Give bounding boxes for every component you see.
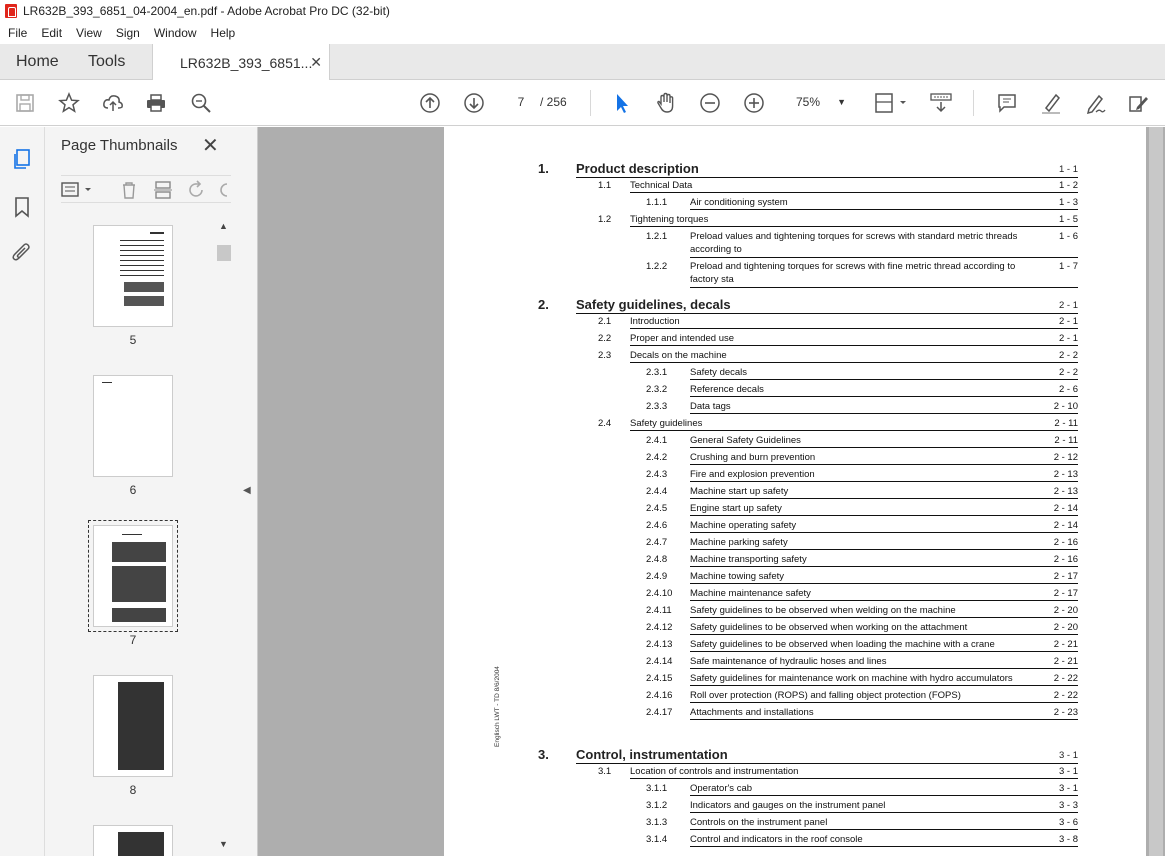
toc-page-ref: 2 - 17 xyxy=(1053,571,1078,582)
toc-entry-title: Proper and intended use xyxy=(630,333,735,344)
toc-entry-title: Technical Data xyxy=(630,180,693,191)
menu-help[interactable]: Help xyxy=(210,26,236,40)
page-thumbnail[interactable] xyxy=(93,675,173,777)
toc-page-ref: 3 - 8 xyxy=(1058,834,1078,845)
chevron-down-icon: ▼ xyxy=(837,97,846,107)
toc-entry-title: Indicators and gauges on the instrument panel xyxy=(690,800,886,811)
scrollbar-thumb[interactable] xyxy=(217,245,231,261)
next-page-icon[interactable] xyxy=(462,92,486,114)
pdf-file-icon xyxy=(5,4,17,18)
toc-underline xyxy=(690,617,1078,618)
toc-entry-number: 2.4.7 xyxy=(646,537,668,548)
scrollbar-thumb[interactable] xyxy=(1149,127,1163,856)
toc-page-ref: 2 - 16 xyxy=(1053,554,1078,565)
toc-page-ref: 2 - 2 xyxy=(1058,367,1078,378)
toc-entry-number: 2.4.16 xyxy=(646,690,673,701)
toc-entry-number: 2.4.17 xyxy=(646,707,673,718)
toc-underline xyxy=(690,685,1078,686)
toc-underline xyxy=(576,177,1078,178)
toc-entry-number: 3.1 xyxy=(598,766,612,777)
tab-document[interactable] xyxy=(152,44,330,81)
prev-page-icon[interactable] xyxy=(418,92,442,114)
tab-bar xyxy=(0,44,1165,80)
toc-entry-title: Safety guidelines xyxy=(630,418,703,429)
toc-entry-title: Safety guidelines for maintenance work on machine with hydro accumulators xyxy=(690,673,1013,684)
toc-entry-number: 2.4.8 xyxy=(646,554,668,565)
thumbnail-scrollbar[interactable] xyxy=(217,219,231,856)
toc-underline xyxy=(690,447,1078,448)
save-icon[interactable] xyxy=(13,92,37,114)
toolbar xyxy=(0,80,1165,126)
toc-page-ref: 2 - 21 xyxy=(1053,656,1078,667)
toc-entry-title: Safety guidelines to be observed when loading the machine with a crane xyxy=(690,639,995,650)
toc-page-ref: 2 - 10 xyxy=(1053,401,1078,412)
thumbnail-label: 7 xyxy=(129,633,137,647)
toc-underline xyxy=(690,651,1078,652)
toc-underline xyxy=(690,209,1078,210)
toc-underline xyxy=(576,763,1078,764)
toc-underline xyxy=(690,498,1078,499)
toc-entry-title: Machine operating safety xyxy=(690,520,797,531)
toc-entry-title: Machine towing safety xyxy=(690,571,784,582)
toc-entry-title: Reference decals xyxy=(690,384,764,395)
thumbnail-label: 5 xyxy=(129,333,137,347)
menu-window[interactable]: Window xyxy=(153,26,197,40)
toc-section-title: Control, instrumentation xyxy=(576,747,728,762)
page-thumbnail[interactable] xyxy=(93,225,173,327)
tab-document-label: LR632B_393_6851... xyxy=(180,54,313,71)
toc-entry-number: 2.4.13 xyxy=(646,639,673,650)
toc-entry-number: 2.3.2 xyxy=(646,384,668,395)
toc-underline xyxy=(690,634,1078,635)
toc-entry-title: Safety guidelines to be observed when welding on the machine xyxy=(690,605,956,616)
toc-entry-title: Safe maintenance of hydraulic hoses and lines xyxy=(690,656,887,667)
thumbnail-label: 8 xyxy=(129,783,137,797)
toc-entry-title: Preload and tightening torques for screws with fine metric thread according to xyxy=(690,261,1016,272)
toc-page-ref: 1 - 2 xyxy=(1058,180,1078,191)
toc-page-ref: 3 - 3 xyxy=(1058,800,1078,811)
toc-entry-number: 2.4.12 xyxy=(646,622,673,633)
toc-entry-number: 2.4 xyxy=(598,418,612,429)
toc-underline xyxy=(690,583,1078,584)
zoom-value: 75% xyxy=(796,95,821,109)
toc-entry-number: 3.1.3 xyxy=(646,817,668,828)
toc-underline xyxy=(630,430,1078,431)
toc-page-ref: 2 - 6 xyxy=(1058,384,1078,395)
toc-entry-number: 1.1.1 xyxy=(646,197,668,208)
comment-icon[interactable] xyxy=(995,92,1019,114)
left-rail xyxy=(0,127,45,856)
toc-entry-number: 1.2 xyxy=(598,214,612,225)
toc-underline xyxy=(690,795,1078,796)
toc-underline xyxy=(690,719,1078,720)
window-title: LR632B_393_6851_04-2004_en.pdf - Adobe Acrobat Pro DC (32-bit) xyxy=(23,4,390,18)
page-thumbnails-icon[interactable] xyxy=(10,147,34,171)
scroll-down-icon[interactable]: ▼ xyxy=(219,839,228,849)
toc-entry-number: 3.1.1 xyxy=(646,783,668,794)
panel-title: Page Thumbnails xyxy=(61,137,178,154)
toc-underline xyxy=(690,600,1078,601)
toc-entry-number: 2.1 xyxy=(598,316,612,327)
panel-collapse-handle[interactable] xyxy=(235,127,258,856)
toc-page-ref: 3 - 1 xyxy=(1058,750,1078,761)
toc-underline xyxy=(690,846,1078,847)
hand-icon[interactable] xyxy=(654,92,678,114)
toc-page-ref: 1 - 3 xyxy=(1058,197,1078,208)
toc-page-ref: 1 - 1 xyxy=(1058,164,1078,175)
toc-underline xyxy=(630,192,1078,193)
toc-underline xyxy=(690,413,1078,414)
zoom-out-icon[interactable] xyxy=(698,92,722,114)
zoom-select[interactable] xyxy=(782,91,852,113)
toc-page-ref: 2 - 1 xyxy=(1058,316,1078,327)
tab-home[interactable]: Home xyxy=(16,53,59,70)
toc-page-ref: 2 - 20 xyxy=(1053,605,1078,616)
toc-page-ref: 2 - 13 xyxy=(1053,469,1078,480)
toc-entry-number: 2.4.11 xyxy=(646,605,672,616)
close-tab-icon[interactable]: ✕ xyxy=(310,54,322,70)
close-icon[interactable]: ✕ xyxy=(202,135,219,157)
thumbnail-list xyxy=(45,219,217,856)
toc-entry-number: 2.3 xyxy=(598,350,612,361)
menu-sign[interactable]: Sign xyxy=(115,26,140,40)
document-scrollbar[interactable] xyxy=(1147,127,1165,856)
toc-entry-title: Operator's cab xyxy=(690,783,753,794)
toc-underline xyxy=(690,702,1078,703)
toc-underline xyxy=(630,226,1078,227)
toc-entry-number: 2.4.9 xyxy=(646,571,668,582)
toc-section-number: 1. xyxy=(538,161,549,176)
page-number-input[interactable]: 7 xyxy=(517,95,525,109)
toc-page-ref: 2 - 23 xyxy=(1053,707,1078,718)
bookmark-icon[interactable] xyxy=(10,195,34,219)
toc-underline xyxy=(690,549,1078,550)
edit-icon[interactable] xyxy=(1126,92,1150,114)
toc-entry-number: 1.1 xyxy=(598,180,612,191)
fit-page-icon[interactable] xyxy=(873,92,909,114)
toc-entry-title: Fire and explosion prevention xyxy=(690,469,815,480)
toc-page-ref: 1 - 7 xyxy=(1058,261,1078,272)
toc-entry-title: Roll over protection (ROPS) and falling object protection (FOPS) xyxy=(690,690,961,701)
highlight-icon[interactable] xyxy=(1039,92,1063,114)
toc-underline xyxy=(690,464,1078,465)
toc-underline xyxy=(576,313,1078,314)
select-arrow-icon[interactable] xyxy=(610,92,634,114)
toc-entry-number: 2.2 xyxy=(598,333,612,344)
toc-entry-title: General Safety Guidelines xyxy=(690,435,801,446)
toc-underline xyxy=(690,566,1078,567)
toc-entry-title: Machine parking safety xyxy=(690,537,788,548)
toc-entry-title: Crushing and burn prevention xyxy=(690,452,816,463)
toc-underline xyxy=(690,668,1078,669)
menu-view[interactable]: View xyxy=(76,26,102,40)
toc-entry-number: 3.1.4 xyxy=(646,834,668,845)
toc-entry-title: Data tags xyxy=(690,401,731,412)
toc-page-ref: 2 - 14 xyxy=(1053,520,1078,531)
toolbar-divider xyxy=(590,90,591,116)
toc-page-ref: 2 - 20 xyxy=(1053,622,1078,633)
scroll-up-icon[interactable]: ▲ xyxy=(219,221,228,231)
toc-underline xyxy=(690,379,1078,380)
toc-entry-title: Decals on the machine xyxy=(630,350,727,361)
toc-underline xyxy=(690,257,1078,258)
toc-entry-title: Machine start up safety xyxy=(690,486,789,497)
toc-entry-number: 2.4.14 xyxy=(646,656,673,667)
toc-page-ref: 2 - 12 xyxy=(1053,452,1078,463)
toc-entry-title: Attachments and installations xyxy=(690,707,814,718)
toc-section-number: 2. xyxy=(538,297,549,312)
page-total: / 256 xyxy=(540,95,567,109)
toc-underline xyxy=(690,515,1078,516)
toc-page-ref: 2 - 14 xyxy=(1053,503,1078,514)
title-bar xyxy=(0,0,1165,22)
toc-entry-number: 2.4.10 xyxy=(646,588,673,599)
star-icon[interactable] xyxy=(57,92,81,114)
print-icon[interactable] xyxy=(144,92,168,114)
rotate-icon[interactable] xyxy=(187,180,207,200)
toc-entry-title: Location of controls and instrumentation xyxy=(630,766,799,777)
toc-entry-number: 2.3.3 xyxy=(646,401,668,412)
toc-page-ref: 2 - 22 xyxy=(1053,690,1078,701)
zoom-in-icon[interactable] xyxy=(742,92,766,114)
toc-page-ref: 2 - 21 xyxy=(1053,639,1078,650)
toc-entry-number: 1.2.1 xyxy=(646,231,668,242)
toc-page-ref: 1 - 6 xyxy=(1058,231,1078,242)
toc-entry-number: 2.3.1 xyxy=(646,367,668,378)
toc-entry-number: 2.4.15 xyxy=(646,673,673,684)
toc-entry-title: Machine maintenance safety xyxy=(690,588,811,599)
toc-entry-title: Air conditioning system xyxy=(690,197,788,208)
attachment-icon[interactable] xyxy=(10,241,34,265)
toc-page-ref: 2 - 16 xyxy=(1053,537,1078,548)
toc-underline xyxy=(690,829,1078,830)
document-canvas[interactable] xyxy=(258,127,1165,856)
toc-entry-title-cont: according to xyxy=(690,244,742,255)
toc-entry-title: Safety decals xyxy=(690,367,748,378)
upload-icon[interactable] xyxy=(101,92,125,114)
toc-entry-title: Machine transporting safety xyxy=(690,554,807,565)
toc-page-ref: 2 - 17 xyxy=(1053,588,1078,599)
toc-underline xyxy=(690,532,1078,533)
toc-entry-title: Controls on the instrument panel xyxy=(690,817,828,828)
sign-icon[interactable] xyxy=(1083,92,1107,114)
toc-section-title: Product description xyxy=(576,161,699,176)
pdf-page xyxy=(444,127,1146,856)
toc-section-title: Safety guidelines, decals xyxy=(576,297,731,312)
toc-page-ref: 2 - 11 xyxy=(1054,435,1078,446)
toc-page-ref: 2 - 1 xyxy=(1058,300,1078,311)
toc-entry-number: 2.4.1 xyxy=(646,435,668,446)
toc-entry-title-cont: factory sta xyxy=(690,274,734,285)
more-tools-icon[interactable] xyxy=(219,180,229,200)
search-icon[interactable] xyxy=(189,92,213,114)
toc-underline xyxy=(630,328,1078,329)
toc-entry-title: Safety guidelines to be observed when working on the attachment xyxy=(690,622,968,633)
toc-entry-number: 2.4.4 xyxy=(646,486,668,497)
page-sidenote: Englisch LWT - TD 8/6/2004 xyxy=(494,666,501,747)
toc-page-ref: 2 - 1 xyxy=(1058,333,1078,344)
panel-toolbar xyxy=(61,175,231,203)
menu-edit[interactable]: Edit xyxy=(41,26,63,40)
menu-file[interactable]: File xyxy=(8,26,28,40)
delete-icon[interactable] xyxy=(119,180,139,200)
toc-page-ref: 2 - 13 xyxy=(1053,486,1078,497)
scroll-mode-icon[interactable] xyxy=(929,92,953,114)
toc-underline xyxy=(690,812,1078,813)
toc-underline xyxy=(630,345,1078,346)
thumbnail-panel xyxy=(45,127,235,856)
toc-page-ref: 2 - 11 xyxy=(1054,418,1078,429)
toc-page-ref: 2 - 2 xyxy=(1058,350,1078,361)
options-menu-icon[interactable] xyxy=(61,180,95,200)
toc-entry-title: Control and indicators in the roof console xyxy=(690,834,863,845)
collapse-arrow-icon[interactable]: ◀ xyxy=(243,485,251,496)
page-thumbnail[interactable] xyxy=(93,825,173,856)
toc-section-number: 3. xyxy=(538,747,549,762)
extract-pages-icon[interactable] xyxy=(153,180,173,200)
toc-entry-number: 2.4.3 xyxy=(646,469,668,480)
page-thumbnail[interactable] xyxy=(93,375,173,477)
toc-page-ref: 2 - 22 xyxy=(1053,673,1078,684)
menu-bar xyxy=(0,22,1165,44)
toc-page-ref: 1 - 5 xyxy=(1058,214,1078,225)
toc-entry-number: 2.4.6 xyxy=(646,520,668,531)
toc-entry-number: 2.4.5 xyxy=(646,503,668,514)
toc-underline xyxy=(690,287,1078,288)
toc-page-ref: 3 - 1 xyxy=(1058,783,1078,794)
toc-entry-title: Engine start up safety xyxy=(690,503,782,514)
toc-underline xyxy=(630,778,1078,779)
toc-entry-title: Tightening torques xyxy=(630,214,709,225)
tab-tools[interactable]: Tools xyxy=(88,53,126,70)
toc-underline xyxy=(630,362,1078,363)
toc-underline xyxy=(690,481,1078,482)
toc-entry-number: 1.2.2 xyxy=(646,261,668,272)
page-thumbnail-selected[interactable] xyxy=(93,525,173,627)
toc-entry-title: Introduction xyxy=(630,316,680,327)
toc-entry-number: 2.4.2 xyxy=(646,452,668,463)
toc-underline xyxy=(690,396,1078,397)
thumbnail-label: 6 xyxy=(129,483,137,497)
toolbar-divider xyxy=(973,90,974,116)
toc-page-ref: 3 - 1 xyxy=(1058,766,1078,777)
toc-entry-number: 3.1.2 xyxy=(646,800,668,811)
toc-page-ref: 3 - 6 xyxy=(1058,817,1078,828)
toc-entry-title: Preload values and tightening torques for screws with standard metric threads xyxy=(690,231,1018,242)
